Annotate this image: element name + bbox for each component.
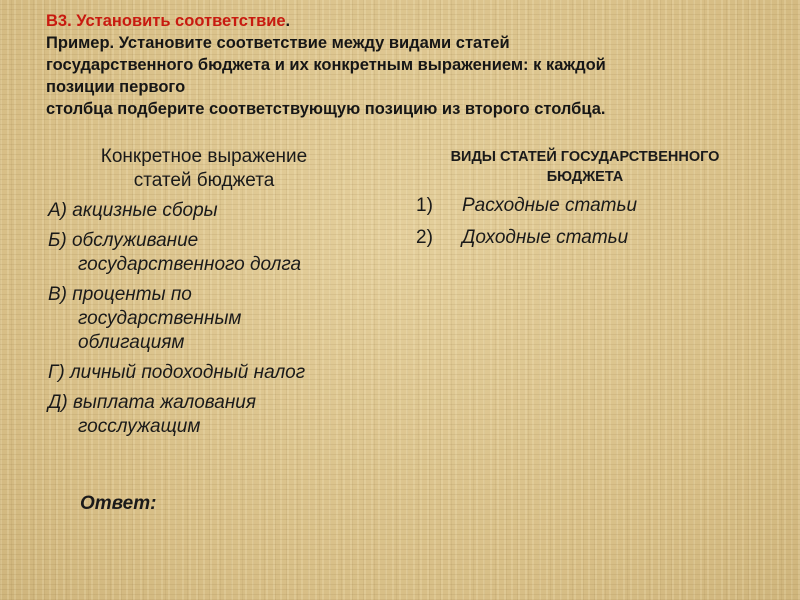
item-number: 1) bbox=[416, 195, 433, 216]
right-heading-line: БЮДЖЕТА bbox=[546, 169, 624, 185]
right-heading-line: ВИДЫ СТАТЕЙ ГОСУДАРСТВЕННОГО bbox=[450, 149, 720, 165]
task-text-line: Пример. Установите соответствие между видами статей bbox=[46, 34, 510, 52]
item-text: Доходные статьи bbox=[462, 227, 629, 248]
item-text: Б) обслуживание bbox=[48, 230, 199, 251]
task-title-line bbox=[46, 10, 766, 32]
item-text-continuation: госслужащим bbox=[78, 416, 201, 437]
budget-types-list bbox=[410, 194, 760, 250]
item-number: 2) bbox=[416, 227, 433, 248]
list-item-g bbox=[48, 361, 378, 385]
list-item-v bbox=[48, 283, 378, 355]
task-header bbox=[46, 10, 766, 120]
item-text: Д) выплата жалования bbox=[48, 392, 257, 413]
item-text: Г) личный подоходный налог bbox=[48, 362, 306, 383]
task-text-line: столбца подберите соответствующую позицию из второго столбца. bbox=[46, 100, 606, 118]
task-code-dot: . bbox=[285, 12, 291, 30]
item-text-continuation: государственного долга bbox=[78, 254, 302, 275]
list-item-1 bbox=[410, 194, 760, 218]
task-code: В3. Установить соответствие bbox=[46, 12, 286, 30]
item-text: В) проценты по bbox=[48, 284, 192, 305]
item-text-continuation: государственным bbox=[78, 308, 242, 329]
answer-label: Ответ: bbox=[80, 493, 157, 514]
list-item-b bbox=[48, 229, 378, 277]
right-column-heading bbox=[410, 147, 760, 187]
budget-item-types-column bbox=[410, 147, 760, 258]
concrete-expressions-column bbox=[48, 145, 378, 445]
list-item-a bbox=[48, 199, 378, 223]
left-heading-line: Конкретное выражение bbox=[100, 146, 308, 167]
task-text-line: государственного бюджета и их конкретным выражением: к каждой bbox=[46, 56, 606, 74]
item-text-continuation: облигациям bbox=[78, 332, 185, 353]
item-text: А) акцизные сборы bbox=[48, 200, 218, 221]
task-text-line: позиции первого bbox=[46, 78, 186, 96]
item-text: Расходные статьи bbox=[462, 195, 638, 216]
list-item-2 bbox=[410, 226, 760, 250]
left-column-heading bbox=[48, 145, 354, 193]
list-item-d bbox=[48, 391, 378, 439]
left-heading-line: статей бюджета bbox=[133, 170, 275, 191]
